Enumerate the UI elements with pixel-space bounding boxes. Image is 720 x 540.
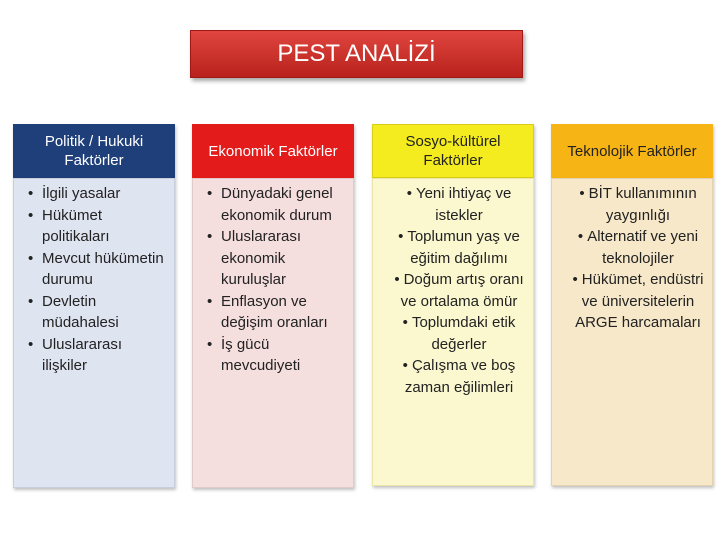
column-header-label: Politik / Hukuki Faktörler	[44, 133, 144, 169]
list-item: • Alternatif ve yeni teknolojiler	[560, 226, 706, 269]
column-header-teknolojik	[551, 124, 713, 178]
factor-list	[560, 183, 706, 334]
column-body-teknolojik	[551, 178, 713, 486]
list-item: • İlgili yasalar	[22, 183, 168, 205]
list-item: • Dünyadaki genel ekonomik durum	[201, 183, 347, 226]
title-banner	[190, 30, 523, 78]
list-item: • Uluslararası ekonomik kuruluşlar	[201, 226, 347, 291]
column-body-politik	[13, 178, 175, 488]
column-body-sosyo-kulturel	[372, 178, 534, 486]
list-item: • İş gücü mevcudiyeti	[201, 334, 347, 377]
list-item: • Çalışma ve boş zaman eğilimleri	[381, 355, 527, 398]
list-item: • Hükümet, endüstri ve üniversitelerin ARGE harcamaları	[560, 269, 706, 334]
column-header-sosyo-kulturel	[372, 124, 534, 178]
list-item: • Uluslararası ilişkiler	[22, 334, 168, 377]
list-item: • Toplumdaki etik değerler	[381, 312, 527, 355]
factor-list	[201, 183, 347, 377]
column-header-label: Sosyo-kültürel Faktörler	[405, 133, 501, 169]
list-item: • Doğum artış oranı ve ortalama ömür	[381, 269, 527, 312]
factor-list	[22, 183, 168, 377]
list-item: • Yeni ihtiyaç ve istekler	[381, 183, 527, 226]
column-header-label: Teknolojik Faktörler	[567, 142, 697, 160]
list-item: • Toplumun yaş ve eğitim dağılımı	[381, 226, 527, 269]
list-item: • Devletin müdahalesi	[22, 291, 168, 334]
column-body-ekonomik	[192, 178, 354, 488]
page-title: PEST ANALİZİ	[277, 40, 436, 67]
column-header-politik	[13, 124, 175, 178]
factor-list	[381, 183, 527, 398]
list-item: • BİT kullanımının yaygınlığı	[560, 183, 706, 226]
list-item: • Mevcut hükümetin durumu	[22, 248, 168, 291]
list-item: • Enflasyon ve değişim oranları	[201, 291, 347, 334]
list-item: • Hükümet politikaları	[22, 205, 168, 248]
column-header-label: Ekonomik Faktörler	[208, 142, 338, 160]
column-header-ekonomik	[192, 124, 354, 178]
